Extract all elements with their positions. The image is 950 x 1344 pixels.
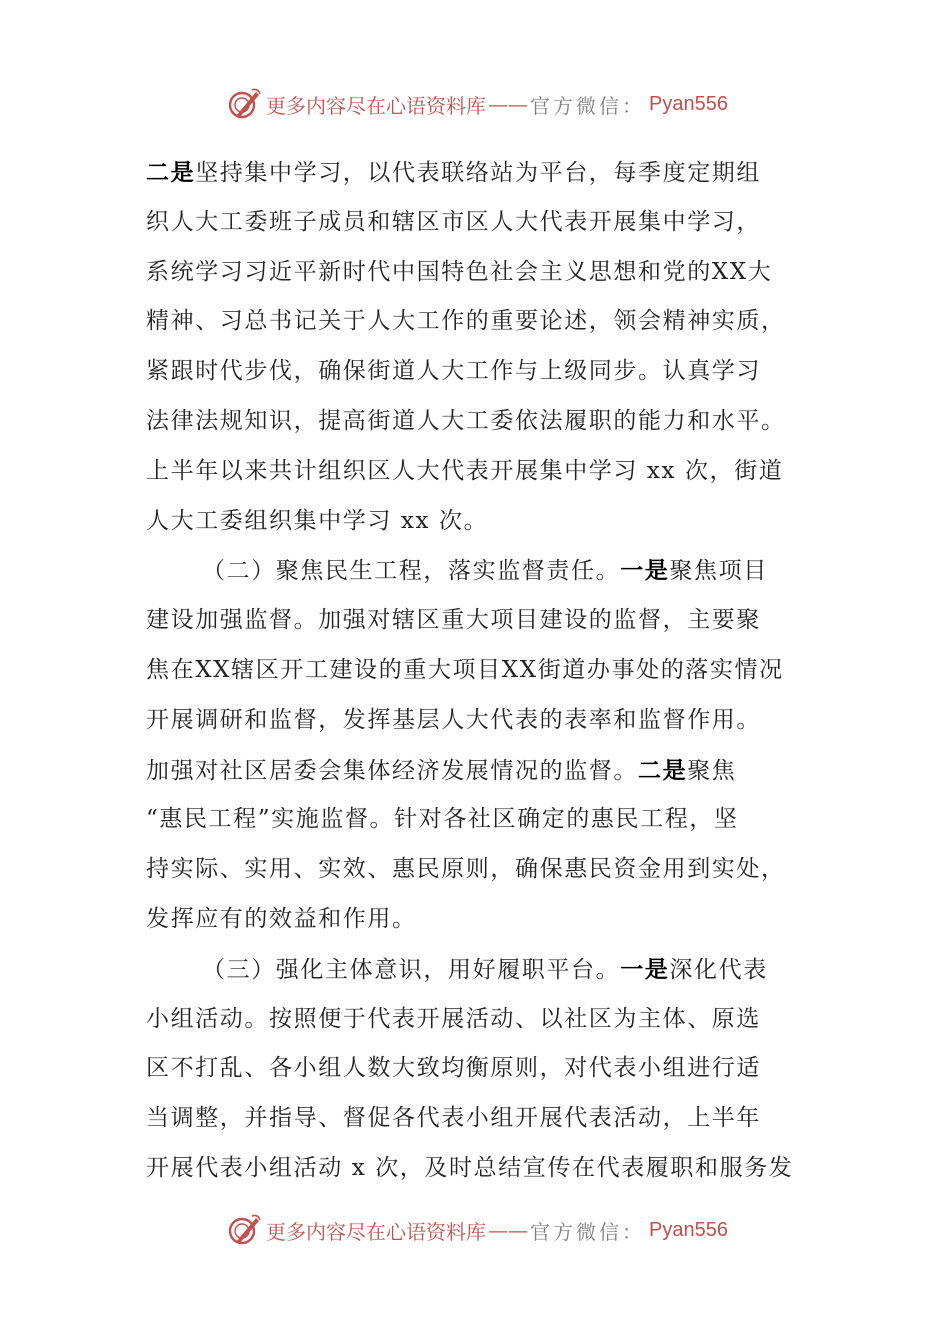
text-line [146,995,814,1045]
text-line [146,397,814,447]
text-line [146,1144,814,1194]
text-line [146,546,814,596]
banner-dash: —— [488,1218,528,1242]
text-segment: 精神、习总书记关于人大工作的重要论述，领会精神实质， [146,308,786,335]
text-segment: （二）聚焦民生工程，落实监督责任。 [202,558,621,585]
pen-circle-logo-icon [226,86,262,122]
text-segment: 发挥应有的效益和作用。 [146,905,417,932]
text-segment: 小组活动。按照便于代表开展活动、以社区为主体、原选 [146,1005,761,1032]
pen-circle-logo-icon [226,1212,262,1248]
text-segment: 聚焦项目 [669,558,768,585]
text-segment: 建设加强监督。加强对辖区重大项目建设的监督，主要聚 [146,607,761,634]
text-line [146,1044,814,1094]
banner-official-label: 官方微信： [530,1219,645,1244]
text-line [146,945,814,995]
text-line [146,895,814,945]
text-line [146,148,814,198]
footer-banner [226,1210,728,1250]
text-segment: 开展调研和监督，发挥基层人大代表的表率和监督作用。 [146,706,761,733]
text-line [146,347,814,397]
bold-keyword: 一是 [620,557,670,585]
text-segment: 加强对社区居委会集体经济发展情况的监督。 [146,757,638,784]
text-segment: 深化代表 [669,956,768,983]
text-segment: 人大工委组织集中学习 xx 次。 [146,507,489,534]
text-line [146,248,814,298]
text-line [146,596,814,646]
text-line [146,447,814,497]
text-segment: 织人大工委班子成员和辖区市区人大代表开展集中学习， [146,208,761,235]
text-line [146,746,814,796]
text-segment: 系统学习习近平新时代中国特色社会主义思想和党的XX大 [146,258,773,285]
banner-wechat-id: Pyan556 [649,92,728,115]
document-body [146,148,814,1194]
text-line [146,497,814,547]
text-segment: 聚焦 [687,757,737,784]
text-segment: 法律法规知识，提高街道人大工委依法履职的能力和水平。 [146,407,786,434]
text-segment: 区不打乱、各小组人数大致均衡原则，对代表小组进行适 [146,1055,761,1082]
text-line [146,297,814,347]
text-segment: 紧跟时代步伐，确保街道人大工作与上级同步。认真学习 [146,358,761,385]
banner-official-label: 官方微信： [530,93,645,118]
text-line [146,646,814,696]
text-segment: 开展代表小组活动 x 次，及时总结宣传在代表履职和服务发 [146,1154,794,1181]
text-segment: 上半年以来共计组织区人大代表开展集中学习 xx 次，街道 [146,457,784,484]
header-banner [226,84,728,124]
banner-site-name: 更多内容尽在心语资料库 [266,1219,486,1244]
text-segment: 坚持集中学习，以代表联络站为平台，每季度定期组 [195,160,762,186]
banner-site-name: 更多内容尽在心语资料库 [266,93,486,118]
text-segment: 当调整，并指导、督促各代表小组开展代表活动，上半年 [146,1105,761,1132]
text-line [146,845,814,895]
text-segment: （三）强化主体意识，用好履职平台。 [202,956,621,983]
banner-dash: —— [488,92,528,116]
bold-keyword: 一是 [620,955,670,983]
text-line [146,795,814,845]
text-line [146,696,814,746]
text-line [146,198,814,248]
bold-keyword: 二是 [146,159,196,186]
text-line [146,1094,814,1144]
text-segment: 焦在XX辖区开工建设的重大项目XX街道办事处的落实情况 [146,656,784,683]
banner-wechat-id: Pyan556 [649,1218,728,1241]
text-segment: “惠民工程”实施监督。针对各社区确定的惠民工程，坚 [146,806,739,833]
text-segment: 持实际、实用、实效、惠民原则，确保惠民资金用到实处， [146,856,786,883]
bold-keyword: 二是 [638,756,688,784]
